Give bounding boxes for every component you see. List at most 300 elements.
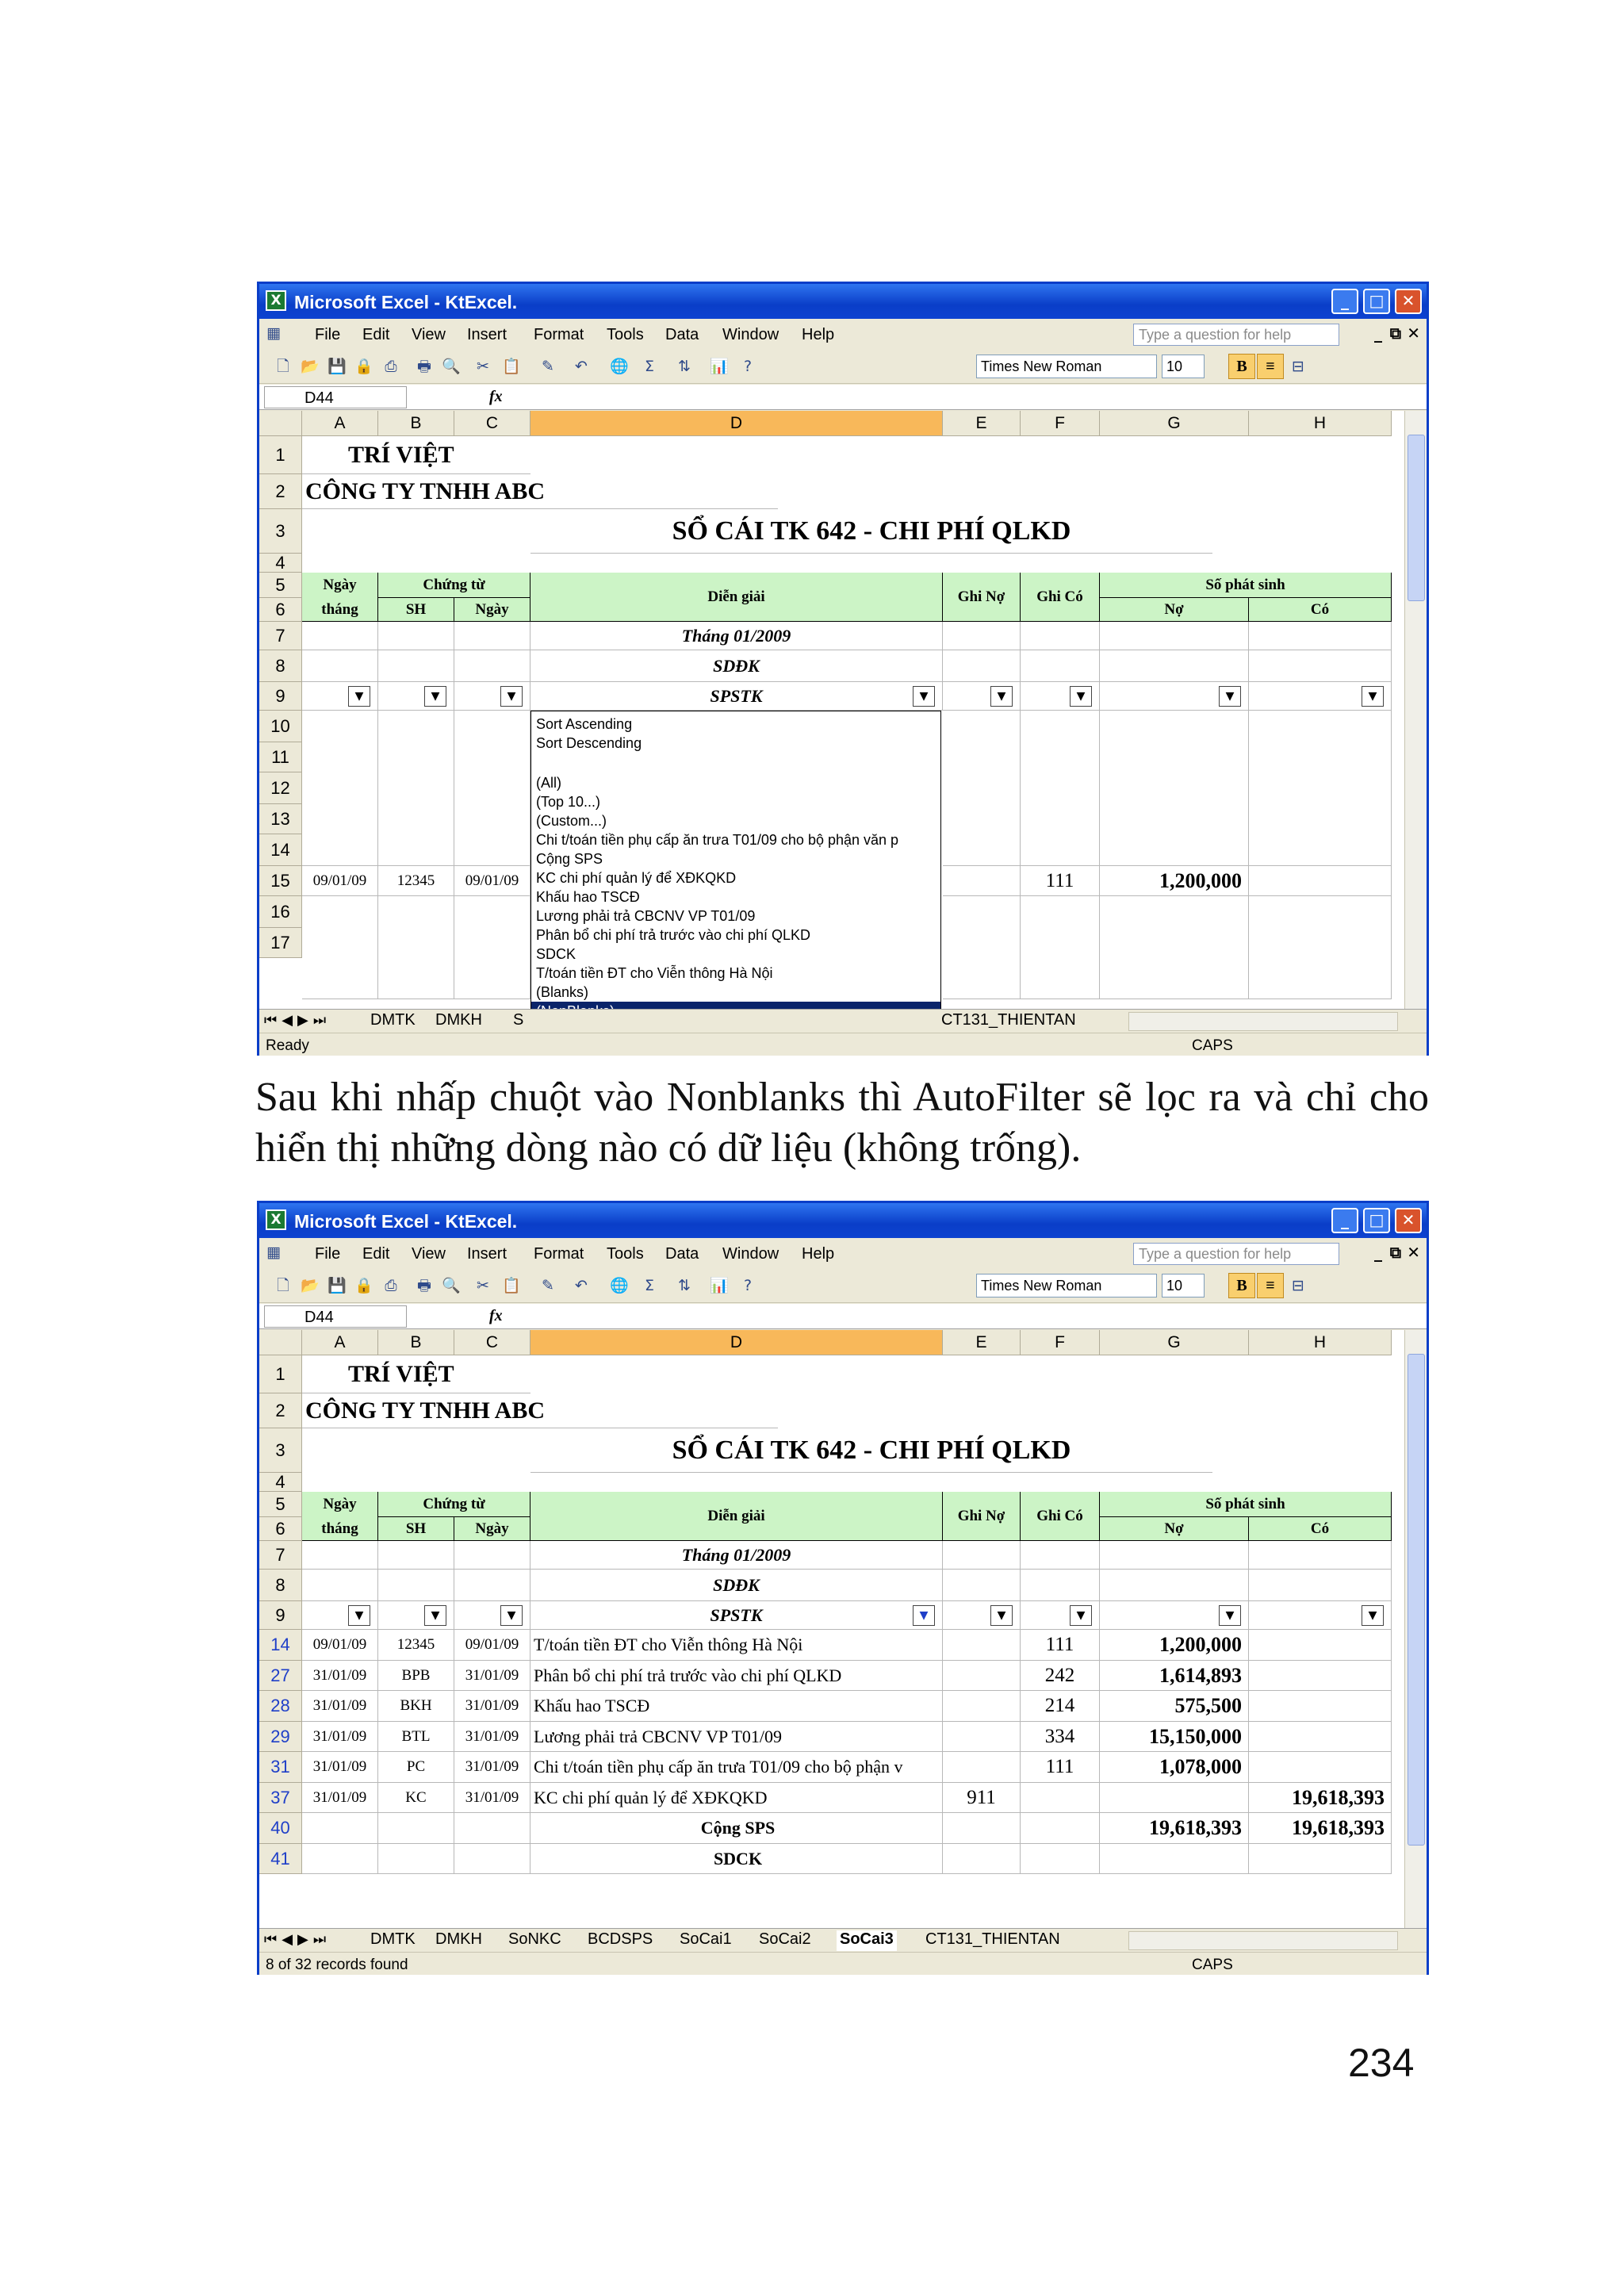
row14-ghi-co-cell[interactable]: 111 bbox=[1021, 866, 1100, 896]
row-header[interactable]: 31 bbox=[259, 1752, 302, 1783]
fx-icon[interactable]: fx bbox=[489, 388, 503, 405]
col-header-d[interactable]: D bbox=[530, 1330, 943, 1355]
sheet-tab[interactable]: DMTK bbox=[370, 1930, 416, 1948]
sort-icon[interactable]: ⇅ bbox=[678, 1277, 691, 1294]
grid-cell[interactable] bbox=[943, 866, 1021, 896]
autofilter-b-button[interactable]: ▼ bbox=[424, 686, 446, 707]
row-header[interactable]: 5 bbox=[259, 573, 302, 598]
autofilter-d-button[interactable]: ▼ bbox=[913, 1605, 935, 1626]
menu-insert[interactable]: Insert bbox=[467, 326, 508, 343]
menu-data[interactable]: Data bbox=[665, 1245, 699, 1263]
minimize-button[interactable]: _ bbox=[1331, 1208, 1358, 1233]
grid-cell[interactable] bbox=[378, 1541, 454, 1570]
row-co-cell[interactable] bbox=[1249, 1722, 1392, 1753]
grid-cell[interactable] bbox=[1021, 896, 1100, 999]
grid-cell[interactable] bbox=[302, 1541, 378, 1570]
row-header[interactable]: 3 bbox=[259, 1428, 302, 1473]
print-icon[interactable]: 🖶 bbox=[417, 1277, 431, 1294]
dropdown-item[interactable]: Cộng SPS bbox=[536, 851, 603, 867]
spstk-cell[interactable]: SPSTK bbox=[530, 682, 943, 711]
autofilter-h-button[interactable]: ▼ bbox=[1362, 686, 1384, 707]
grid-cell[interactable] bbox=[1100, 1541, 1249, 1570]
sheet-tab[interactable]: SoNKC bbox=[508, 1930, 561, 1948]
autofilter-d-button[interactable]: ▼ bbox=[913, 686, 935, 707]
paste-icon[interactable]: 📋 bbox=[502, 358, 521, 375]
grid-cell[interactable] bbox=[302, 896, 378, 999]
chart-wizard-icon[interactable]: 📊 bbox=[710, 358, 729, 375]
row14-no-cell[interactable]: 1,200,000 bbox=[1100, 866, 1249, 896]
grid-cell[interactable] bbox=[378, 711, 454, 866]
row-desc-cell[interactable]: Phân bổ chi phí trả trước vào chi phí QLKD bbox=[530, 1661, 943, 1692]
row-desc-cell[interactable]: Chi t/toán tiền phụ cấp ăn trưa T01/09 cho bộ phận v bbox=[530, 1752, 943, 1783]
grid-cell[interactable] bbox=[1021, 1570, 1100, 1601]
grid-cell[interactable] bbox=[378, 1570, 454, 1601]
grid-cell[interactable] bbox=[378, 650, 454, 682]
row-date-cell[interactable]: 31/01/09 bbox=[302, 1691, 378, 1722]
autofilter-c-button[interactable]: ▼ bbox=[500, 686, 523, 707]
row-header[interactable]: 15 bbox=[259, 866, 302, 896]
menu-edit[interactable]: Edit bbox=[362, 1245, 390, 1263]
grid-cell[interactable] bbox=[1100, 711, 1249, 866]
dropdown-item[interactable]: (Top 10...) bbox=[536, 794, 601, 810]
company-short-cell[interactable]: TRÍ VIỆT bbox=[302, 436, 530, 474]
col-header-a[interactable]: A bbox=[302, 411, 378, 436]
autofilter-e-button[interactable]: ▼ bbox=[990, 686, 1013, 707]
help-search-input[interactable]: Type a question for help bbox=[1133, 1243, 1339, 1265]
row-date-cell[interactable]: 09/01/09 bbox=[302, 1630, 378, 1661]
row-sh-cell[interactable]: BTL bbox=[378, 1722, 454, 1753]
name-box[interactable]: D44 bbox=[264, 386, 407, 408]
grid-cell[interactable] bbox=[943, 896, 1021, 999]
row-ngay-cell[interactable]: 31/01/09 bbox=[454, 1783, 530, 1814]
autosum-icon[interactable]: Σ bbox=[644, 1277, 654, 1294]
grid-cell[interactable] bbox=[1021, 622, 1100, 650]
row-co-cell[interactable] bbox=[1249, 1630, 1392, 1661]
row-header[interactable]: 2 bbox=[259, 1393, 302, 1428]
row-sh-cell[interactable]: PC bbox=[378, 1752, 454, 1783]
row-desc-cell[interactable]: Lương phải trả CBCNV VP T01/09 bbox=[530, 1722, 943, 1753]
row-ghi-co-cell[interactable]: 111 bbox=[1021, 1630, 1100, 1661]
autofilter-b-button[interactable]: ▼ bbox=[424, 1605, 446, 1626]
row-co-cell[interactable] bbox=[1249, 1691, 1392, 1722]
grid-cell[interactable] bbox=[302, 622, 378, 650]
spstk-cell[interactable]: SPSTK bbox=[530, 1601, 943, 1630]
row-co-cell[interactable]: 19,618,393 bbox=[1249, 1783, 1392, 1814]
vertical-scrollbar[interactable] bbox=[1404, 1330, 1427, 1928]
company-cell[interactable]: CÔNG TY TNHH ABC bbox=[302, 474, 778, 509]
horizontal-scrollbar[interactable] bbox=[1128, 1012, 1398, 1031]
row-ngay-cell[interactable]: 09/01/09 bbox=[454, 1630, 530, 1661]
maximize-button[interactable]: □ bbox=[1363, 289, 1390, 314]
grid-cell[interactable] bbox=[302, 711, 378, 866]
row-ghi-co-cell[interactable] bbox=[1021, 1813, 1100, 1844]
spelling-icon[interactable]: 🔍 bbox=[442, 358, 461, 375]
grid-cell[interactable] bbox=[943, 622, 1021, 650]
doc-close-icon[interactable]: ✕ bbox=[1407, 1243, 1420, 1262]
company-cell[interactable]: CÔNG TY TNHH ABC bbox=[302, 1393, 778, 1428]
row-header[interactable]: 29 bbox=[259, 1722, 302, 1753]
grid-cell[interactable] bbox=[1249, 622, 1392, 650]
menu-format[interactable]: Format bbox=[534, 1245, 584, 1263]
row-no-cell[interactable]: 19,618,393 bbox=[1100, 1813, 1249, 1844]
autofilter-e-button[interactable]: ▼ bbox=[990, 1605, 1013, 1626]
grid-cell[interactable] bbox=[454, 622, 530, 650]
row-no-cell[interactable]: 1,200,000 bbox=[1100, 1630, 1249, 1661]
doc-minimize-icon[interactable]: _ bbox=[1374, 324, 1382, 343]
doc-restore-icon[interactable]: ⧉ bbox=[1389, 324, 1401, 343]
row-ghi-co-cell[interactable]: 111 bbox=[1021, 1752, 1100, 1783]
grid-cell[interactable] bbox=[1100, 896, 1249, 999]
row-header[interactable]: 8 bbox=[259, 1570, 302, 1601]
ledger-title-cell[interactable]: SỔ CÁI TK 642 - CHI PHÍ QLKD bbox=[530, 1428, 1212, 1473]
row-header[interactable]: 5 bbox=[259, 1492, 302, 1517]
close-button[interactable]: ✕ bbox=[1395, 1208, 1422, 1233]
help-icon[interactable]: ? bbox=[743, 1277, 753, 1294]
doc-minimize-icon[interactable]: _ bbox=[1374, 1243, 1382, 1262]
row-ghi-no-cell[interactable] bbox=[943, 1661, 1021, 1692]
row-desc-cell[interactable]: Cộng SPS bbox=[530, 1813, 943, 1844]
row-desc-cell[interactable]: KC chi phí quản lý để XĐKQKD bbox=[530, 1783, 943, 1814]
row-header[interactable]: 17 bbox=[259, 928, 302, 958]
menu-tools[interactable]: Tools bbox=[607, 1245, 644, 1263]
row-header[interactable]: 16 bbox=[259, 896, 302, 928]
tab-scroll-icons[interactable]: ⏮◀▶⏭ bbox=[264, 1012, 331, 1029]
row14-ngay-cell[interactable]: 09/01/09 bbox=[454, 866, 530, 896]
grid-cell[interactable] bbox=[454, 650, 530, 682]
row-no-cell[interactable]: 1,614,893 bbox=[1100, 1661, 1249, 1692]
grid-cell[interactable] bbox=[454, 896, 530, 999]
row-ghi-co-cell[interactable]: 334 bbox=[1021, 1722, 1100, 1753]
row-desc-cell[interactable]: Khấu hao TSCĐ bbox=[530, 1691, 943, 1722]
row-header[interactable]: 8 bbox=[259, 650, 302, 682]
maximize-button[interactable]: □ bbox=[1363, 1208, 1390, 1233]
row-ngay-cell[interactable]: 31/01/09 bbox=[454, 1752, 530, 1783]
doc-close-icon[interactable]: ✕ bbox=[1407, 324, 1420, 343]
menu-window[interactable]: Window bbox=[722, 1245, 779, 1263]
row-header[interactable]: 41 bbox=[259, 1844, 302, 1875]
row-no-cell[interactable] bbox=[1100, 1844, 1249, 1875]
col-header-g[interactable]: G bbox=[1100, 411, 1249, 436]
row-co-cell[interactable] bbox=[1249, 1844, 1392, 1875]
row-sh-cell[interactable]: BPB bbox=[378, 1661, 454, 1692]
row-header[interactable]: 14 bbox=[259, 834, 302, 866]
autofilter-c-button[interactable]: ▼ bbox=[500, 1605, 523, 1626]
grid-cell[interactable] bbox=[1021, 711, 1100, 866]
corner-cell[interactable] bbox=[259, 411, 302, 436]
row-desc-cell[interactable]: SDCK bbox=[530, 1844, 943, 1875]
grid-cell[interactable] bbox=[454, 1541, 530, 1570]
row-header[interactable]: 2 bbox=[259, 474, 302, 509]
print-preview-icon[interactable]: ⎙ bbox=[385, 1277, 397, 1294]
menu-insert[interactable]: Insert bbox=[467, 1245, 508, 1263]
col-header-b[interactable]: B bbox=[378, 411, 454, 436]
autofilter-h-button[interactable]: ▼ bbox=[1362, 1605, 1384, 1626]
sheet-tab[interactable]: DMTK bbox=[370, 1011, 416, 1029]
row-header[interactable]: 14 bbox=[259, 1630, 302, 1661]
row-date-cell[interactable]: 31/01/09 bbox=[302, 1722, 378, 1753]
row-date-cell[interactable] bbox=[302, 1844, 378, 1875]
ledger-title-cell[interactable]: SỔ CÁI TK 642 - CHI PHÍ QLKD bbox=[530, 509, 1212, 554]
grid-cell[interactable] bbox=[1249, 896, 1392, 999]
col-header-h[interactable]: H bbox=[1249, 1330, 1392, 1355]
sddk-cell[interactable]: SDĐK bbox=[530, 650, 943, 682]
print-preview-icon[interactable]: ⎙ bbox=[385, 358, 397, 375]
autosum-icon[interactable]: Σ bbox=[644, 358, 654, 375]
menu-file[interactable]: File bbox=[315, 1245, 341, 1263]
minimize-button[interactable]: _ bbox=[1331, 289, 1358, 314]
grid-cell[interactable] bbox=[1100, 650, 1249, 682]
col-header-e[interactable]: E bbox=[943, 1330, 1021, 1355]
row-ngay-cell[interactable] bbox=[454, 1813, 530, 1844]
autofilter-f-button[interactable]: ▼ bbox=[1070, 1605, 1092, 1626]
merge-center-icon[interactable]: ⊟ bbox=[1292, 358, 1304, 375]
format-painter-icon[interactable]: ✎ bbox=[542, 358, 554, 375]
sheet-tab[interactable]: CT131_THIENTAN bbox=[941, 1011, 1076, 1029]
dropdown-item[interactable]: Chi t/toán tiền phụ cấp ăn trưa T01/09 cho bộ phận văn p bbox=[536, 832, 899, 848]
sheet-tab[interactable]: SoCai2 bbox=[759, 1930, 811, 1948]
doc-restore-icon[interactable]: ⧉ bbox=[1389, 1243, 1401, 1262]
autofilter-dropdown[interactable] bbox=[530, 711, 941, 1009]
row-sh-cell[interactable] bbox=[378, 1813, 454, 1844]
grid-cell[interactable] bbox=[454, 1570, 530, 1601]
menu-edit[interactable]: Edit bbox=[362, 326, 390, 343]
grid-cell[interactable] bbox=[378, 622, 454, 650]
print-icon[interactable]: 🖶 bbox=[417, 358, 431, 375]
row14-date-cell[interactable]: 09/01/09 bbox=[302, 866, 378, 896]
row-sh-cell[interactable]: 12345 bbox=[378, 1630, 454, 1661]
menu-view[interactable]: View bbox=[412, 1245, 446, 1263]
grid-cell[interactable] bbox=[943, 711, 1021, 866]
sheet-tab[interactable]: S bbox=[513, 1011, 524, 1029]
align-center-button[interactable]: ≡ bbox=[1257, 354, 1284, 379]
vertical-scrollbar[interactable] bbox=[1404, 411, 1427, 1009]
row-header[interactable]: 4 bbox=[259, 1473, 302, 1492]
row-header[interactable]: 11 bbox=[259, 742, 302, 772]
new-icon[interactable]: 🗋 bbox=[277, 358, 289, 375]
sheet-tab[interactable]: BCDSPS bbox=[588, 1930, 653, 1948]
grid-cell[interactable] bbox=[302, 650, 378, 682]
col-header-d[interactable]: D bbox=[530, 411, 943, 436]
row-date-cell[interactable] bbox=[302, 1813, 378, 1844]
sheet-tab-active[interactable]: SoCai3 bbox=[837, 1930, 897, 1951]
row-ghi-no-cell[interactable]: 911 bbox=[943, 1783, 1021, 1814]
row-header[interactable]: 6 bbox=[259, 1517, 302, 1541]
open-icon[interactable]: 📂 bbox=[301, 1277, 320, 1294]
row-desc-cell[interactable]: T/toán tiền ĐT cho Viễn thông Hà Nội bbox=[530, 1630, 943, 1661]
font-name-select[interactable]: Times New Roman bbox=[976, 1274, 1157, 1297]
menu-help[interactable]: Help bbox=[802, 326, 835, 343]
dropdown-item[interactable]: Phân bổ chi phí trả trước vào chi phí QLKD bbox=[536, 927, 811, 943]
sheet-tab[interactable]: DMKH bbox=[435, 1930, 482, 1948]
research-icon[interactable]: ✂ bbox=[477, 1277, 489, 1294]
row-header[interactable]: 6 bbox=[259, 598, 302, 622]
row-date-cell[interactable]: 31/01/09 bbox=[302, 1752, 378, 1783]
dropdown-item[interactable]: Khấu hao TSCĐ bbox=[536, 889, 640, 905]
row-co-cell[interactable]: 19,618,393 bbox=[1249, 1813, 1392, 1844]
bold-button[interactable]: B bbox=[1228, 354, 1255, 379]
dropdown-item[interactable]: Lương phải trả CBCNV VP T01/09 bbox=[536, 908, 756, 924]
row-sh-cell[interactable]: BKH bbox=[378, 1691, 454, 1722]
row-no-cell[interactable] bbox=[1100, 1783, 1249, 1814]
row-co-cell[interactable] bbox=[1249, 1661, 1392, 1692]
row-ngay-cell[interactable]: 31/01/09 bbox=[454, 1661, 530, 1692]
grid-cell[interactable] bbox=[1249, 711, 1392, 866]
autofilter-f-button[interactable]: ▼ bbox=[1070, 686, 1092, 707]
row-sh-cell[interactable] bbox=[378, 1844, 454, 1875]
row-ghi-co-cell[interactable] bbox=[1021, 1783, 1100, 1814]
corner-cell[interactable] bbox=[259, 1330, 302, 1355]
paste-icon[interactable]: 📋 bbox=[502, 1277, 521, 1294]
font-size-select[interactable]: 10 bbox=[1162, 355, 1205, 378]
row-header[interactable]: 9 bbox=[259, 682, 302, 711]
month-label-cell[interactable]: Tháng 01/2009 bbox=[530, 622, 943, 650]
dropdown-item[interactable]: (Custom...) bbox=[536, 813, 607, 829]
row-ghi-co-cell[interactable] bbox=[1021, 1844, 1100, 1875]
grid-cell[interactable] bbox=[943, 1570, 1021, 1601]
grid-cell[interactable] bbox=[1100, 1570, 1249, 1601]
col-header-c[interactable]: C bbox=[454, 411, 530, 436]
sheet-tab[interactable]: SoCai1 bbox=[680, 1930, 732, 1948]
col-header-b[interactable]: B bbox=[378, 1330, 454, 1355]
hyperlink-icon[interactable]: 🌐 bbox=[610, 1277, 629, 1294]
sddk-cell[interactable]: SDĐK bbox=[530, 1570, 943, 1601]
spelling-icon[interactable]: 🔍 bbox=[442, 1277, 461, 1294]
grid-cell[interactable] bbox=[1249, 1541, 1392, 1570]
grid-cell[interactable] bbox=[1249, 866, 1392, 896]
row-ngay-cell[interactable]: 31/01/09 bbox=[454, 1691, 530, 1722]
col-header-a[interactable]: A bbox=[302, 1330, 378, 1355]
row-ngay-cell[interactable] bbox=[454, 1844, 530, 1875]
dropdown-item[interactable]: SDCK bbox=[536, 946, 576, 962]
name-box[interactable]: D44 bbox=[264, 1305, 407, 1328]
dropdown-item[interactable]: Sort Ascending bbox=[536, 716, 633, 732]
row-header[interactable]: 40 bbox=[259, 1813, 302, 1844]
research-icon[interactable]: ✂ bbox=[477, 358, 489, 375]
row-date-cell[interactable]: 31/01/09 bbox=[302, 1783, 378, 1814]
menu-file[interactable]: File bbox=[315, 326, 341, 343]
scroll-thumb[interactable] bbox=[1408, 1354, 1425, 1846]
row-ghi-co-cell[interactable]: 214 bbox=[1021, 1691, 1100, 1722]
help-search-input[interactable]: Type a question for help bbox=[1133, 324, 1339, 346]
col-header-e[interactable]: E bbox=[943, 411, 1021, 436]
menu-help[interactable]: Help bbox=[802, 1245, 835, 1263]
row-no-cell[interactable]: 1,078,000 bbox=[1100, 1752, 1249, 1783]
font-size-select[interactable]: 10 bbox=[1162, 1274, 1205, 1297]
merge-center-icon[interactable]: ⊟ bbox=[1292, 1277, 1304, 1294]
grid-cell[interactable] bbox=[454, 711, 530, 866]
row-header[interactable]: 3 bbox=[259, 509, 302, 554]
menu-tools[interactable]: Tools bbox=[607, 326, 644, 343]
grid-cell[interactable] bbox=[378, 896, 454, 999]
grid-cell[interactable] bbox=[1100, 622, 1249, 650]
tab-scroll-icons[interactable]: ⏮◀▶⏭ bbox=[264, 1931, 331, 1948]
close-button[interactable]: ✕ bbox=[1395, 289, 1422, 314]
row-header[interactable]: 7 bbox=[259, 1541, 302, 1570]
row-ghi-no-cell[interactable] bbox=[943, 1722, 1021, 1753]
grid-cell[interactable] bbox=[943, 1541, 1021, 1570]
col-header-c[interactable]: C bbox=[454, 1330, 530, 1355]
grid-cell[interactable] bbox=[1249, 1570, 1392, 1601]
row-header[interactable]: 13 bbox=[259, 804, 302, 834]
dropdown-item[interactable]: T/toán tiền ĐT cho Viễn thông Hà Nội bbox=[536, 965, 773, 981]
row-co-cell[interactable] bbox=[1249, 1752, 1392, 1783]
fx-icon[interactable]: fx bbox=[489, 1307, 503, 1324]
grid-cell[interactable] bbox=[943, 650, 1021, 682]
autofilter-a-button[interactable]: ▼ bbox=[348, 686, 370, 707]
help-icon[interactable]: ? bbox=[743, 358, 753, 375]
menu-data[interactable]: Data bbox=[665, 326, 699, 343]
col-header-h[interactable]: H bbox=[1249, 411, 1392, 436]
autofilter-g-button[interactable]: ▼ bbox=[1219, 686, 1241, 707]
sheet-tab[interactable]: CT131_THIENTAN bbox=[925, 1930, 1060, 1948]
menu-format[interactable]: Format bbox=[534, 326, 584, 343]
row-header[interactable]: 37 bbox=[259, 1783, 302, 1814]
month-label-cell[interactable]: Tháng 01/2009 bbox=[530, 1541, 943, 1570]
new-icon[interactable]: 🗋 bbox=[277, 1277, 289, 1294]
company-short-cell[interactable]: TRÍ VIỆT bbox=[302, 1355, 530, 1393]
row-header[interactable]: 28 bbox=[259, 1691, 302, 1722]
row-header[interactable]: 27 bbox=[259, 1661, 302, 1692]
row-no-cell[interactable]: 15,150,000 bbox=[1100, 1722, 1249, 1753]
col-header-f[interactable]: F bbox=[1021, 1330, 1100, 1355]
row-ghi-no-cell[interactable] bbox=[943, 1844, 1021, 1875]
row-no-cell[interactable]: 575,500 bbox=[1100, 1691, 1249, 1722]
row-ngay-cell[interactable]: 31/01/09 bbox=[454, 1722, 530, 1753]
col-header-f[interactable]: F bbox=[1021, 411, 1100, 436]
row-ghi-no-cell[interactable] bbox=[943, 1752, 1021, 1783]
hyperlink-icon[interactable]: 🌐 bbox=[610, 358, 629, 375]
horizontal-scrollbar[interactable] bbox=[1128, 1931, 1398, 1950]
scroll-thumb[interactable] bbox=[1408, 435, 1425, 601]
row-ghi-no-cell[interactable] bbox=[943, 1813, 1021, 1844]
row-ghi-no-cell[interactable] bbox=[943, 1691, 1021, 1722]
font-name-select[interactable]: Times New Roman bbox=[976, 355, 1157, 378]
autofilter-a-button[interactable]: ▼ bbox=[348, 1605, 370, 1626]
align-center-button[interactable]: ≡ bbox=[1257, 1273, 1284, 1298]
row-header[interactable]: 9 bbox=[259, 1601, 302, 1630]
grid-cell[interactable] bbox=[1021, 650, 1100, 682]
sort-icon[interactable]: ⇅ bbox=[678, 358, 691, 375]
row-header[interactable]: 12 bbox=[259, 772, 302, 804]
bold-button[interactable]: B bbox=[1228, 1273, 1255, 1298]
dropdown-item[interactable]: KC chi phí quản lý để XĐKQKD bbox=[536, 870, 737, 886]
row-header[interactable]: 1 bbox=[259, 436, 302, 474]
save-icon[interactable]: 💾 bbox=[327, 1277, 347, 1294]
open-icon[interactable]: 📂 bbox=[301, 358, 320, 375]
menu-view[interactable]: View bbox=[412, 326, 446, 343]
chart-wizard-icon[interactable]: 📊 bbox=[710, 1277, 729, 1294]
permission-icon[interactable]: 🔒 bbox=[354, 1277, 373, 1294]
row-header[interactable]: 4 bbox=[259, 554, 302, 573]
row-header[interactable]: 1 bbox=[259, 1355, 302, 1393]
permission-icon[interactable]: 🔒 bbox=[354, 358, 373, 375]
format-painter-icon[interactable]: ✎ bbox=[542, 1277, 554, 1294]
sheet-tab[interactable]: DMKH bbox=[435, 1011, 482, 1029]
row-date-cell[interactable]: 31/01/09 bbox=[302, 1661, 378, 1692]
col-header-g[interactable]: G bbox=[1100, 1330, 1249, 1355]
dropdown-item[interactable]: Sort Descending bbox=[536, 735, 642, 751]
undo-icon[interactable]: ↶ bbox=[575, 1277, 588, 1294]
undo-icon[interactable]: ↶ bbox=[575, 358, 588, 375]
autofilter-g-button[interactable]: ▼ bbox=[1219, 1605, 1241, 1626]
row-sh-cell[interactable]: KC bbox=[378, 1783, 454, 1814]
save-icon[interactable]: 💾 bbox=[327, 358, 347, 375]
row-header[interactable]: 7 bbox=[259, 622, 302, 650]
row-header[interactable]: 10 bbox=[259, 711, 302, 742]
row-ghi-no-cell[interactable] bbox=[943, 1630, 1021, 1661]
grid-cell[interactable] bbox=[1249, 650, 1392, 682]
grid-cell[interactable] bbox=[302, 1570, 378, 1601]
